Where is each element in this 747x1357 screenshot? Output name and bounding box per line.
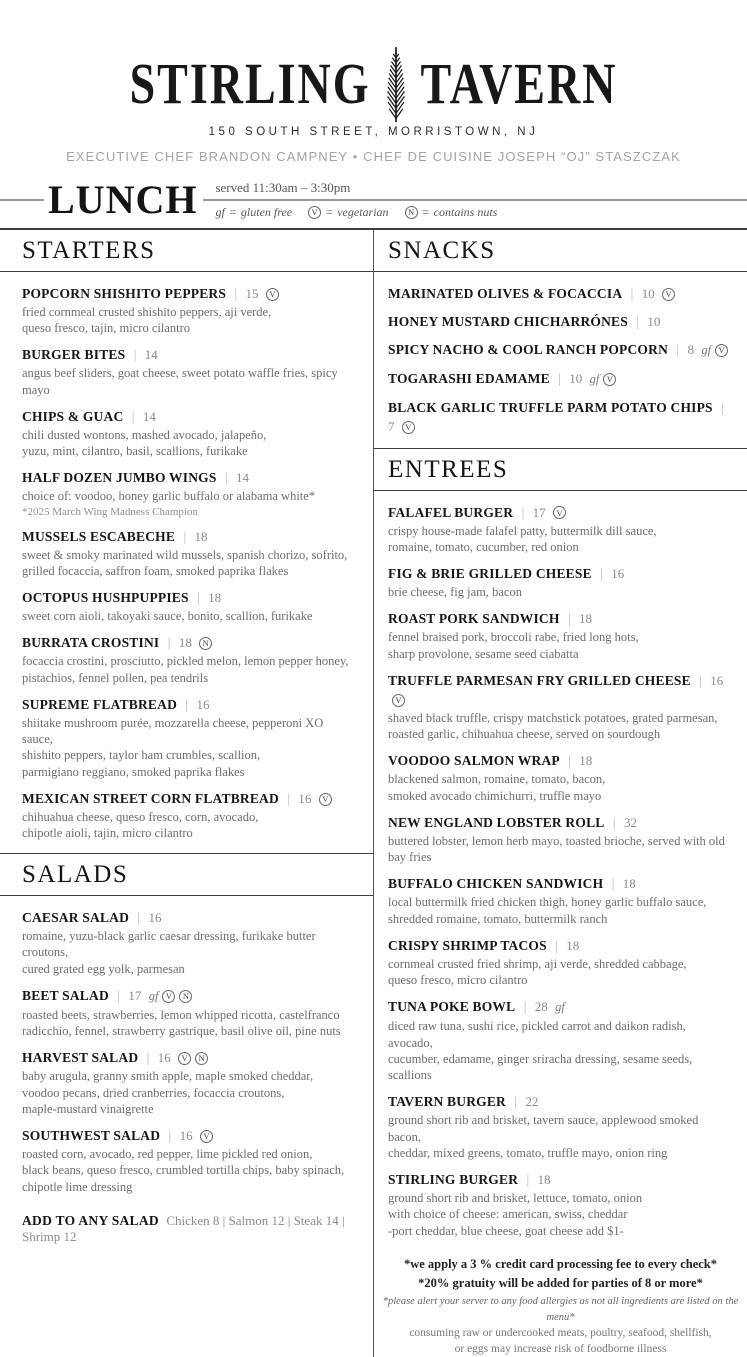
item-name: CHIPS & GUAC <box>22 408 124 424</box>
dietary-legend <box>203 205 747 220</box>
vegetarian-icon: V <box>715 344 728 357</box>
menu-item <box>22 284 351 337</box>
addendum-options: Chicken 8 | Salmon 12 | Steak 14 | Shrimp 12 <box>22 1212 345 1244</box>
item-description: roasted beets, strawberries, lemon whipped ricotta, castelfranco radicchio, fennel, strawberry gastrique, basil olive oil, pine nuts <box>22 1007 341 1038</box>
item-name: FIG & BRIE GRILLED CHEESE <box>388 566 592 581</box>
legend-meaning: gluten free <box>240 205 293 219</box>
item-title-line <box>388 1092 733 1111</box>
legend-item <box>308 205 388 220</box>
menu-item <box>22 407 351 460</box>
item-description: sweet corn aioli, takoyaki sauce, bonito, scallion, furikake <box>22 609 313 623</box>
price-separator: | <box>183 528 187 544</box>
item-title-line <box>22 345 351 364</box>
item-price: 15 <box>245 285 259 301</box>
price-separator: | <box>721 399 724 415</box>
price-separator: | <box>521 504 525 520</box>
item-title-line <box>388 874 733 893</box>
item-name: HALF DOZEN JUMBO WINGS <box>22 470 217 486</box>
item-price: 10 <box>641 285 655 301</box>
item-name: BURRATA CROSTINI <box>22 635 160 651</box>
price-separator: | <box>117 987 120 1003</box>
price-separator: | <box>167 635 171 651</box>
item-description: chihuahua cheese, queso fresco, corn, avocado, chipotle aioli, tajin, micro cilantro <box>22 809 259 840</box>
legend-meaning: contains nuts <box>433 205 498 219</box>
item-title-line <box>22 468 351 487</box>
item-title-line <box>22 986 351 1006</box>
item-flags <box>388 692 405 707</box>
item-price: 32 <box>623 814 637 830</box>
vegetarian-icon: V <box>402 421 415 434</box>
item-flags <box>697 342 728 357</box>
menu-item <box>388 340 733 360</box>
item-name: SUPREME FLATBREAD <box>22 696 178 712</box>
item-title-line <box>22 284 351 303</box>
price-separator: | <box>146 1050 150 1066</box>
price-separator: | <box>133 347 137 363</box>
price-separator: | <box>523 999 527 1015</box>
item-flags <box>195 635 212 650</box>
banner-divider-rule <box>203 199 747 201</box>
legend-item <box>215 205 292 220</box>
item-flags <box>549 505 566 520</box>
menu-item <box>22 789 351 842</box>
menu-item <box>22 527 351 580</box>
section-title: SALADS <box>22 861 129 889</box>
item-price: 18 <box>579 611 593 627</box>
item-price: 18 <box>208 590 222 605</box>
section-title: SNACKS <box>388 237 496 264</box>
item-description: ground short rib and brisket, lettuce, tomato, onion with choice of cheese: american, swiss, cheddar -port cheddar, blue cheese, goat cheese add $1- <box>388 1191 643 1238</box>
item-title-line <box>22 695 351 714</box>
item-description: brie cheese, fig jam, bacon <box>388 585 522 599</box>
vegetarian-icon: V <box>178 1052 191 1065</box>
price-separator: | <box>131 408 135 424</box>
item-title-line <box>22 1126 351 1145</box>
vegetarian-icon: V <box>200 1130 213 1143</box>
price-separator: | <box>676 341 680 357</box>
item-name: ROAST PORK SANDWICH <box>388 611 560 627</box>
menu-item <box>22 345 351 398</box>
item-price: 14 <box>144 347 158 363</box>
item-name: MARINATED OLIVES & FOCACCIA <box>388 285 623 301</box>
item-price: 18 <box>622 876 636 892</box>
banner-right <box>203 180 747 220</box>
item-flags <box>586 371 617 386</box>
right-column <box>373 230 747 1357</box>
item-title-line <box>388 284 733 303</box>
logo-word-left: STIRLING <box>129 51 371 116</box>
item-title-line <box>388 997 733 1017</box>
price-separator: | <box>168 1128 172 1143</box>
section-header <box>0 853 373 896</box>
item-description: choice of: voodoo, honey garlic buffalo or alabama white* <box>22 489 316 504</box>
section-items <box>0 896 373 1245</box>
item-price: 16 <box>179 1128 193 1143</box>
item-flags <box>174 1050 208 1065</box>
legend-symbol <box>308 205 321 220</box>
legend-equals: = <box>228 205 237 219</box>
price-separator: | <box>514 1094 518 1110</box>
menu-item <box>388 312 733 331</box>
price-separator: | <box>526 1172 530 1187</box>
logo-word-right: TAVERN <box>420 51 618 116</box>
item-description: crispy house-made falafel patty, buttermilk dill sauce, romaine, tomato, cucumber, red onion <box>388 523 657 554</box>
price-separator: | <box>197 590 200 605</box>
item-price: 17 <box>128 987 142 1003</box>
menu-item <box>388 874 733 927</box>
item-name: TAVERN BURGER <box>388 1094 506 1110</box>
item-price: 18 <box>537 1172 551 1187</box>
item-price: 16 <box>157 1050 171 1066</box>
item-price: 28 <box>534 999 548 1015</box>
item-price: 22 <box>525 1094 539 1110</box>
price-separator: | <box>185 696 189 712</box>
item-name: HONEY MUSTARD CHICHARRÓNES <box>388 313 628 329</box>
vegetarian-icon: V <box>553 506 566 519</box>
menu-item <box>388 936 733 989</box>
section-header <box>0 230 373 272</box>
item-title-line <box>22 633 351 652</box>
price-separator: | <box>612 814 616 830</box>
menu-item <box>22 908 351 977</box>
legend-symbol <box>405 205 418 220</box>
menu-item <box>22 695 351 780</box>
item-name: CAESAR SALAD <box>22 910 130 925</box>
item-title-line <box>22 908 351 927</box>
menu-section <box>0 230 373 841</box>
item-flags <box>551 999 565 1014</box>
item-name: FALAFEL BURGER <box>388 504 514 520</box>
item-description: angus beef sliders, goat cheese, sweet potato waffle fries, spicy mayo <box>22 366 338 397</box>
price-separator: | <box>699 672 702 688</box>
gluten-free-mark: gf <box>589 371 600 386</box>
contains-nuts-icon: N <box>195 1052 208 1065</box>
price-separator: | <box>287 790 291 806</box>
gluten-free-mark: gf <box>555 1000 565 1015</box>
price-separator: | <box>224 470 228 486</box>
vegetarian-icon: V <box>392 694 405 707</box>
item-name: BEET SALAD <box>22 987 109 1003</box>
item-description: romaine, yuzu-black garlic caesar dressing, furikake butter croutons, cured grated egg yolk, parmesan <box>22 929 316 976</box>
section-title: ENTREES <box>388 455 509 483</box>
item-title-line <box>22 407 351 426</box>
item-price: 18 <box>194 528 208 544</box>
item-price: 14 <box>142 408 156 424</box>
item-description: local buttermilk fried chicken thigh, honey garlic buffalo sauce, shredded romaine, tomato, buttermilk ranch <box>388 895 707 926</box>
vegetarian-icon: V <box>266 288 279 301</box>
item-price: 17 <box>532 504 546 520</box>
item-flags <box>658 286 675 301</box>
menu-item <box>22 1126 351 1195</box>
item-description: focaccia crostini, prosciutto, pickled melon, lemon pepper honey, pistachios, fennel pollen, pea tendrils <box>22 654 349 685</box>
item-name: HARVEST SALAD <box>22 1050 139 1066</box>
item-price: 10 <box>569 370 583 386</box>
item-price: 16 <box>196 696 210 712</box>
addendum-label: ADD TO ANY SALAD <box>22 1212 159 1228</box>
item-name: BURGER BITES <box>22 347 126 363</box>
item-flags <box>145 988 193 1003</box>
item-price: 14 <box>236 470 250 486</box>
menu-item <box>388 671 733 743</box>
price-separator: | <box>137 910 141 925</box>
item-title-line <box>388 340 733 360</box>
item-flags <box>196 1128 213 1143</box>
menu-title: LUNCH <box>48 177 198 222</box>
item-price: 18 <box>566 937 580 953</box>
menu-columns <box>0 228 747 1355</box>
item-title-line <box>388 1170 733 1189</box>
menu-item <box>388 564 733 600</box>
price-separator: | <box>234 285 238 301</box>
footer-line: *please alert your server to any food allergies as not all ingredients are listed on the menu* <box>382 1295 739 1323</box>
item-description: sweet & smoky marinated wild mussels, spanish chorizo, sofrito, grilled focaccia, saffron foam, smoked paprika flakes <box>22 547 348 578</box>
item-price: 16 <box>148 910 162 925</box>
menu-section <box>374 230 747 436</box>
item-flags <box>262 286 279 301</box>
item-title-line <box>388 503 733 522</box>
item-name: CRISPY SHRIMP TACOS <box>388 937 547 953</box>
contains-nuts-icon: N <box>179 990 192 1003</box>
item-title-line <box>388 751 733 770</box>
menu-item <box>388 1170 733 1239</box>
item-description: baby arugula, granny smith apple, maple smoked cheddar, voodoo pecans, dried cranberries, focaccia croutons, maple-mustard vinaigrette <box>22 1069 314 1116</box>
item-description: shaved black truffle, crispy matchstick potatoes, grated parmesan, roasted garlic, chihuahua cheese, served on sourdough <box>388 710 718 741</box>
price-separator: | <box>555 937 558 953</box>
salad-addendum <box>22 1213 351 1245</box>
item-name: POPCORN SHISHITO PEPPERS <box>22 285 227 301</box>
gluten-free-mark: gf <box>148 988 159 1003</box>
item-flags <box>315 791 332 806</box>
item-title-line <box>388 312 733 331</box>
item-description: shiitake mushroom purée, mozzarella cheese, pepperoni XO sauce, shishito peppers, taylor ham crumbles, scallion, parmigiano reggiano, smoked paprika flakes <box>22 715 324 779</box>
item-title-line <box>22 588 351 607</box>
menu-item <box>388 1092 733 1161</box>
price-separator: | <box>611 876 615 892</box>
item-title-line <box>22 789 351 808</box>
item-title-line <box>388 936 733 955</box>
item-name: NEW ENGLAND LOBSTER ROLL <box>388 814 605 830</box>
item-name: BUFFALO CHICKEN SANDWICH <box>388 876 604 892</box>
item-description: ground short rib and brisket, tavern sauce, applewood smoked bacon, cheddar, mixed greens, tomato, truffle mayo, onion ring <box>388 1113 699 1160</box>
legend-meaning: vegetarian <box>337 205 389 219</box>
menu-item <box>22 1048 351 1117</box>
item-note: *2025 March Wing Madness Champion <box>22 505 198 518</box>
item-description: diced raw tuna, sushi rice, pickled carrot and daikon radish, avocado, cucumber, edamame, ginger sriracha dressing, sesame seeds, scallions <box>388 1019 693 1082</box>
item-title-line <box>388 398 733 436</box>
item-description: roasted corn, avocado, red pepper, lime pickled red onion, black beans, queso fresco, crumbled tortilla chips, baby spinach, chipotle lime dressing <box>22 1147 345 1194</box>
item-description: fennel braised pork, broccoli rabe, fried long hots, sharp provolone, sesame seed ciabatta <box>388 630 639 661</box>
item-name: SOUTHWEST SALAD <box>22 1128 161 1143</box>
section-items <box>374 272 747 436</box>
gluten-free-mark: gf <box>701 342 712 357</box>
item-name: BLACK GARLIC TRUFFLE PARM POTATO CHIPS <box>388 399 713 415</box>
item-price: 7 <box>388 418 395 434</box>
vegetarian-icon: V <box>603 373 616 386</box>
legend-symbol: gf <box>215 205 225 219</box>
item-title-line <box>388 564 733 583</box>
item-title-line <box>388 609 733 628</box>
menu-item <box>388 751 733 804</box>
contains-nuts-icon: N <box>405 206 418 219</box>
legend-item <box>405 205 498 220</box>
item-title-line <box>388 671 733 709</box>
menu-item <box>22 588 351 624</box>
item-price: 16 <box>298 790 312 806</box>
item-description: cornmeal crusted fried shrimp, aji verde, shredded cabbage, queso fresco, micro cilantro <box>388 956 687 987</box>
item-name: TOGARASHI EDAMAME <box>388 370 550 386</box>
price-separator: | <box>568 753 571 769</box>
pine-sprig-icon <box>381 45 411 123</box>
banner-rule-left <box>0 199 44 201</box>
section-title: STARTERS <box>22 237 156 264</box>
vegetarian-icon: V <box>308 206 321 219</box>
item-price: 16 <box>710 672 724 688</box>
price-separator: | <box>600 566 603 581</box>
item-name: TUNA POKE BOWL <box>388 999 516 1015</box>
item-description: blackened salmon, romaine, tomato, bacon, smoked avocado chimichurri, truffle mayo <box>388 772 606 803</box>
item-title-line <box>388 369 733 389</box>
masthead <box>0 0 747 164</box>
item-name: OCTOPUS HUSHPUPPIES <box>22 590 189 605</box>
menu-item <box>22 468 351 517</box>
footer-notes <box>374 1255 747 1357</box>
section-items <box>0 272 373 842</box>
section-header <box>374 230 747 272</box>
item-price: 8 <box>687 341 694 357</box>
menu-section <box>374 448 747 1239</box>
restaurant-logo <box>0 44 747 125</box>
item-price: 16 <box>611 566 625 581</box>
menu-item <box>22 986 351 1040</box>
item-description: chili dusted wontons, mashed avocado, jalapeño, yuzu, mint, cilantro, basil, scallions, furikake <box>22 427 267 458</box>
menu-item <box>22 633 351 686</box>
menu-item <box>388 609 733 662</box>
item-name: MUSSELS ESCABECHE <box>22 528 176 544</box>
legend-equals: = <box>421 205 430 219</box>
menu-item <box>388 284 733 303</box>
restaurant-address: 150 SOUTH STREET, MORRISTOWN, NJ <box>208 126 539 138</box>
section-items <box>374 491 747 1239</box>
footer-line: or eggs may increase risk of foodborne illness <box>454 1342 667 1355</box>
menu-item <box>388 503 733 556</box>
menu-item <box>388 997 733 1083</box>
legend-equals: = <box>325 205 334 219</box>
vegetarian-icon: V <box>662 288 675 301</box>
menu-item <box>388 398 733 436</box>
vegetarian-icon: V <box>319 793 332 806</box>
item-price: 18 <box>579 753 593 769</box>
menu-section <box>0 853 373 1245</box>
left-column <box>0 230 373 1357</box>
item-title-line <box>22 527 351 546</box>
lunch-banner <box>0 178 747 222</box>
item-name: TRUFFLE PARMESAN FRY GRILLED CHEESE <box>388 672 691 688</box>
price-separator: | <box>567 611 571 627</box>
item-description: buttered lobster, lemon herb mayo, toasted brioche, served with old bay fries <box>388 833 725 864</box>
footer-line: *20% gratuity will be added for parties of 8 or more* <box>418 1276 703 1291</box>
chefs-line: EXECUTIVE CHEF BRANDON CAMPNEY • CHEF DE CUISINE JOSEPH “OJ” STASZCZAK <box>66 149 681 164</box>
item-title-line <box>22 1048 351 1067</box>
item-price: 18 <box>178 635 192 651</box>
price-separator: | <box>630 285 634 301</box>
menu-item <box>388 813 733 866</box>
section-header <box>374 448 747 491</box>
item-name: STIRLING BURGER <box>388 1172 519 1187</box>
price-separator: | <box>636 313 640 329</box>
footer-line: *we apply a 3 % credit card processing fee to every check* <box>403 1256 718 1271</box>
item-price: 10 <box>647 313 661 329</box>
served-hours: served 11:30am – 3:30pm <box>215 180 351 195</box>
price-separator: | <box>558 370 561 386</box>
footer-line: consuming raw or undercooked meats, poultry, seafood, shellfish, <box>409 1327 712 1340</box>
contains-nuts-icon: N <box>199 637 212 650</box>
menu-item <box>388 369 733 389</box>
item-flags <box>398 419 415 434</box>
vegetarian-icon: V <box>162 990 175 1003</box>
item-description: fried cornmeal crusted shishito peppers, aji verde, queso fresco, tajin, micro cilantro <box>22 304 272 335</box>
item-name: MEXICAN STREET CORN FLATBREAD <box>22 790 279 806</box>
item-name: VOODOO SALMON WRAP <box>388 753 560 769</box>
item-title-line <box>388 813 733 832</box>
item-name: SPICY NACHO & COOL RANCH POPCORN <box>388 341 669 357</box>
